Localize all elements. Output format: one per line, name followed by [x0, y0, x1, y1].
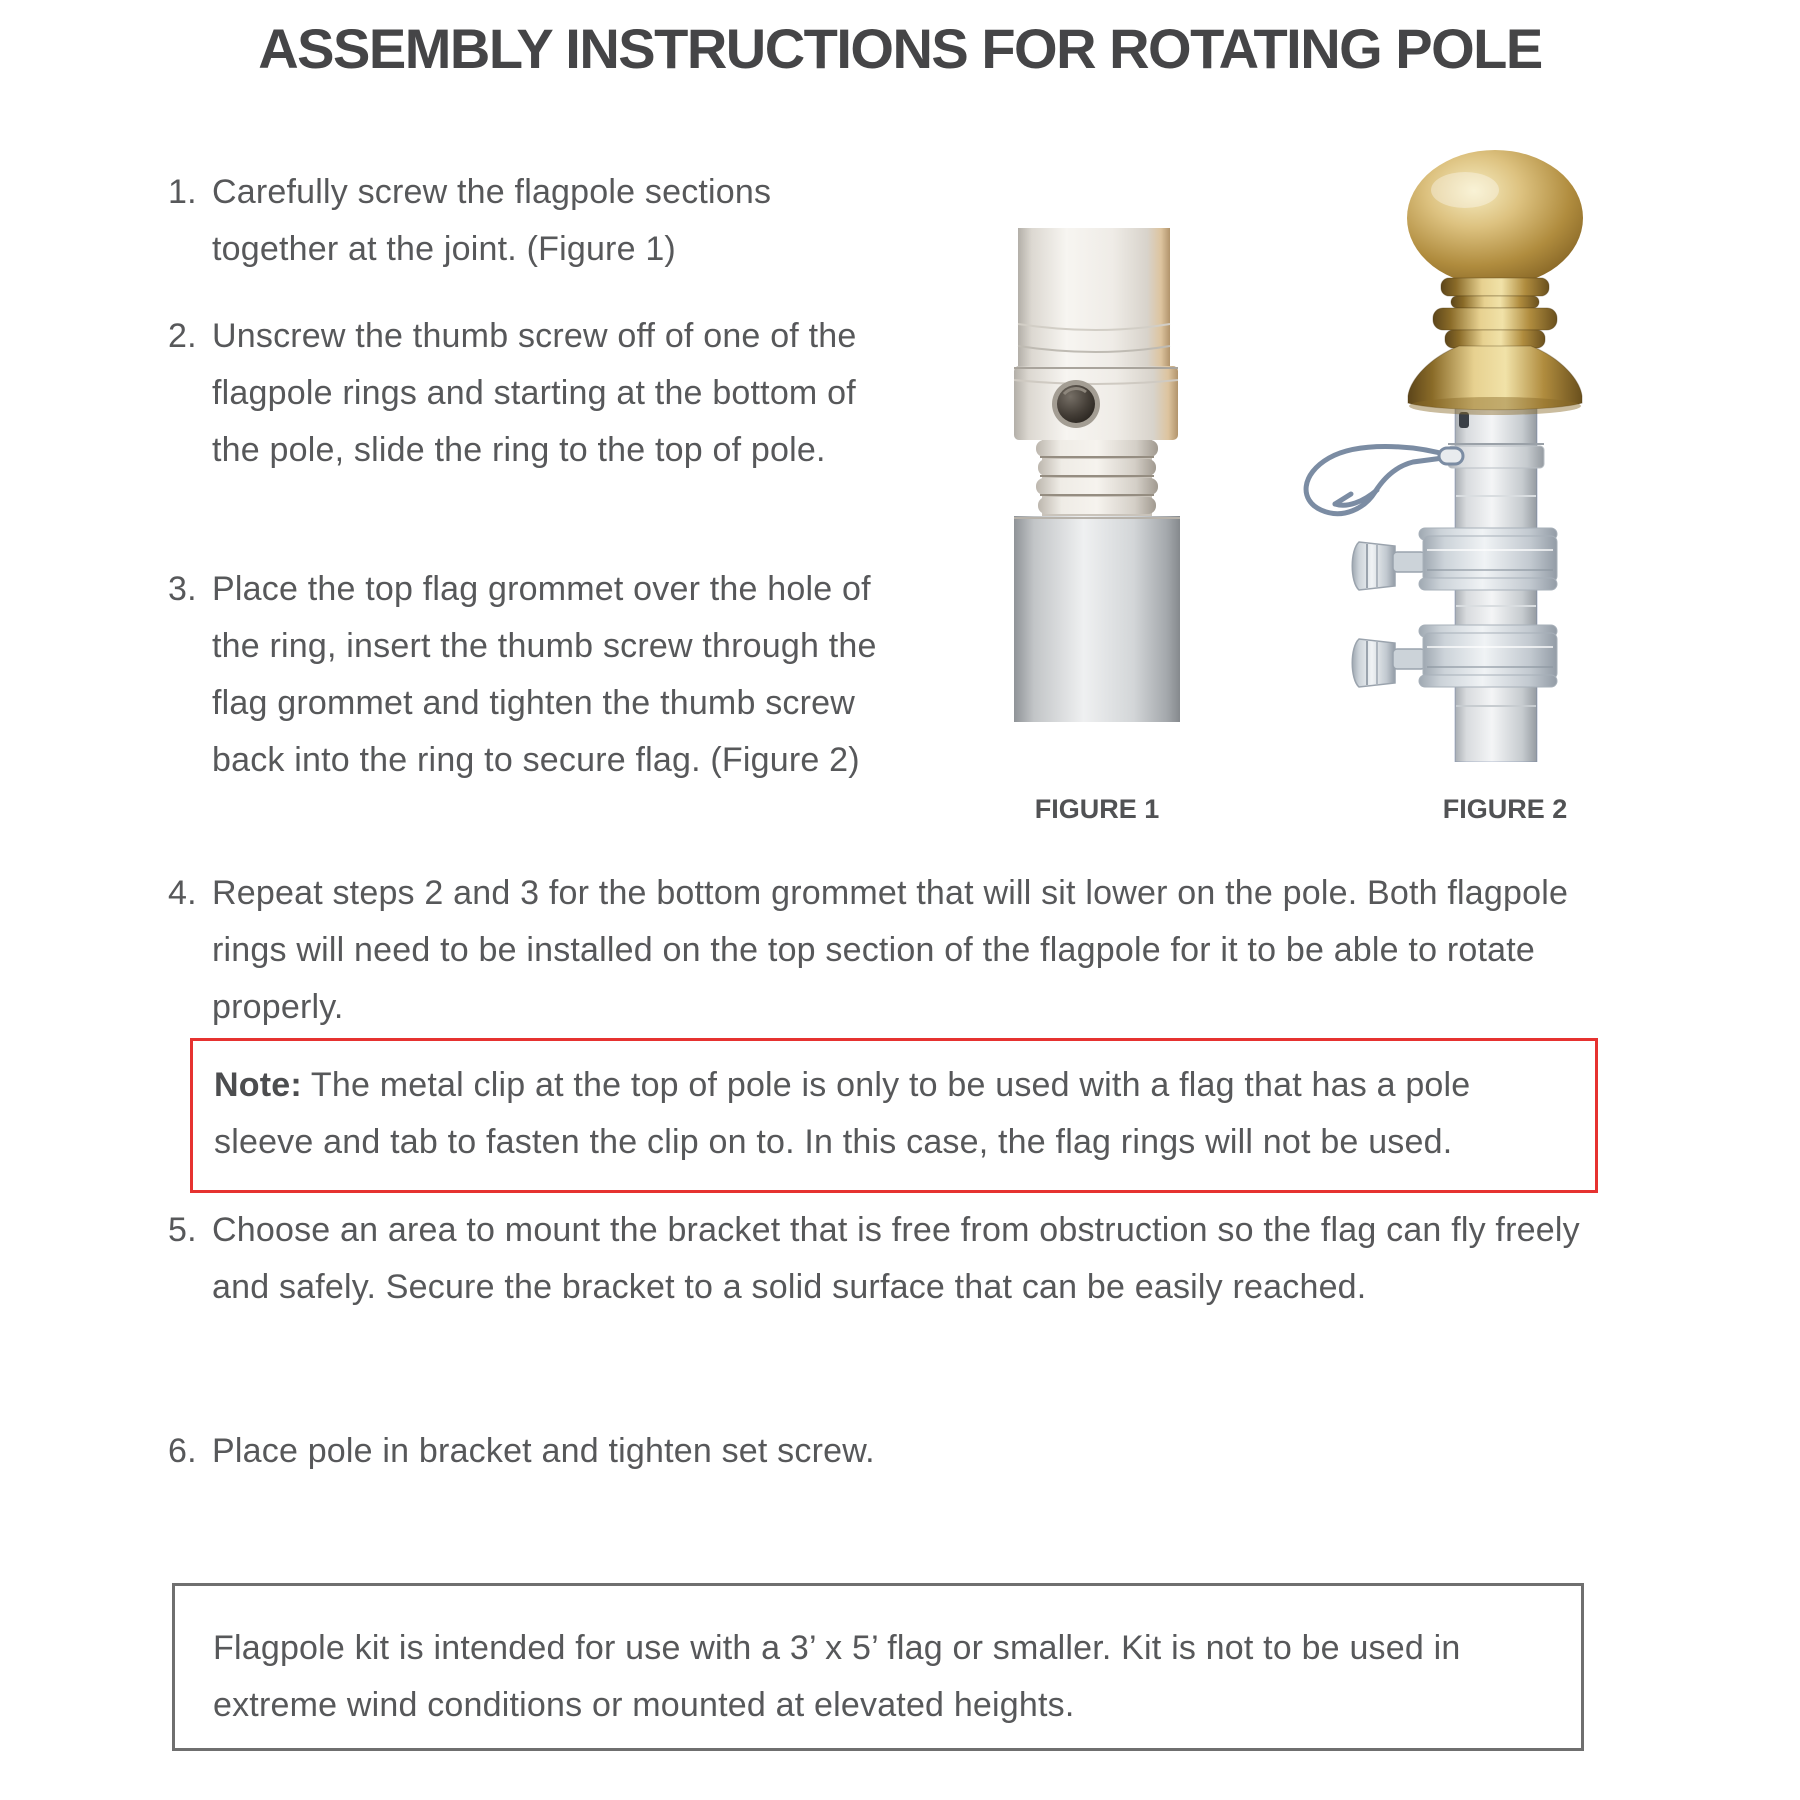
metal-clip — [1306, 447, 1451, 514]
warning-text: Flagpole kit is intended for use with a 3’ x 5’ flag or smaller. Kit is not to be used in extreme wind conditions or mounted at elevated heights. — [213, 1629, 1461, 1724]
figure-1-caption: FIGURE 1 — [1034, 794, 1160, 824]
instruction-step-4 — [168, 865, 1612, 1036]
instruction-step-1 — [168, 164, 892, 278]
step-text: Repeat steps 2 and 3 for the bottom grommet that will sit lower on the pole. Both flagpole rings will need to be installed on the top section of the flagpole for it to be able to rotate properly. — [212, 874, 1569, 1026]
flag-ring-2 — [1352, 625, 1557, 687]
page-title: ASSEMBLY INSTRUCTIONS FOR ROTATING POLE — [258, 17, 1542, 80]
step-text: Choose an area to mount the bracket that is free from obstruction so the flag can fly freely and safely. Secure the bracket to a solid surface that can be easily reached. — [212, 1211, 1580, 1306]
warning-box — [172, 1583, 1584, 1751]
step-number: 1. — [168, 173, 197, 211]
step-number: 2. — [168, 317, 197, 355]
note-callout-box — [190, 1038, 1598, 1193]
figure-1-image — [1012, 228, 1182, 722]
step-text: Place pole in bracket and tighten set screw. — [212, 1432, 875, 1470]
instruction-step-2 — [168, 308, 892, 479]
note-text: The metal clip at the top of pole is only to be used with a flag that has a pole sleeve and tab to fasten the clip on to. In this case, the flag rings will not be used. — [214, 1066, 1471, 1161]
step-number: 3. — [168, 570, 197, 608]
instruction-step-5 — [168, 1202, 1612, 1316]
note-label: Note: — [214, 1066, 302, 1104]
figure-2-image — [1293, 146, 1585, 762]
step-text: Unscrew the thumb screw off of one of the flagpole rings and starting at the bottom of the pole, slide the ring to the top of pole. — [212, 317, 857, 469]
figure-2-caption: FIGURE 2 — [1442, 794, 1568, 824]
step-number: 5. — [168, 1211, 197, 1249]
step-text: Place the top flag grommet over the hole of the ring, insert the thumb screw through the flag grommet and tighten the thumb screw back into the ring to secure flag. (Figure 2) — [212, 570, 877, 779]
step-number: 6. — [168, 1432, 197, 1470]
flag-ring-1 — [1352, 528, 1557, 590]
instruction-step-3 — [168, 561, 892, 789]
step-text: Carefully screw the flagpole sections together at the joint. (Figure 1) — [212, 173, 772, 268]
step-number: 4. — [168, 874, 197, 912]
instruction-step-6 — [168, 1423, 1612, 1480]
